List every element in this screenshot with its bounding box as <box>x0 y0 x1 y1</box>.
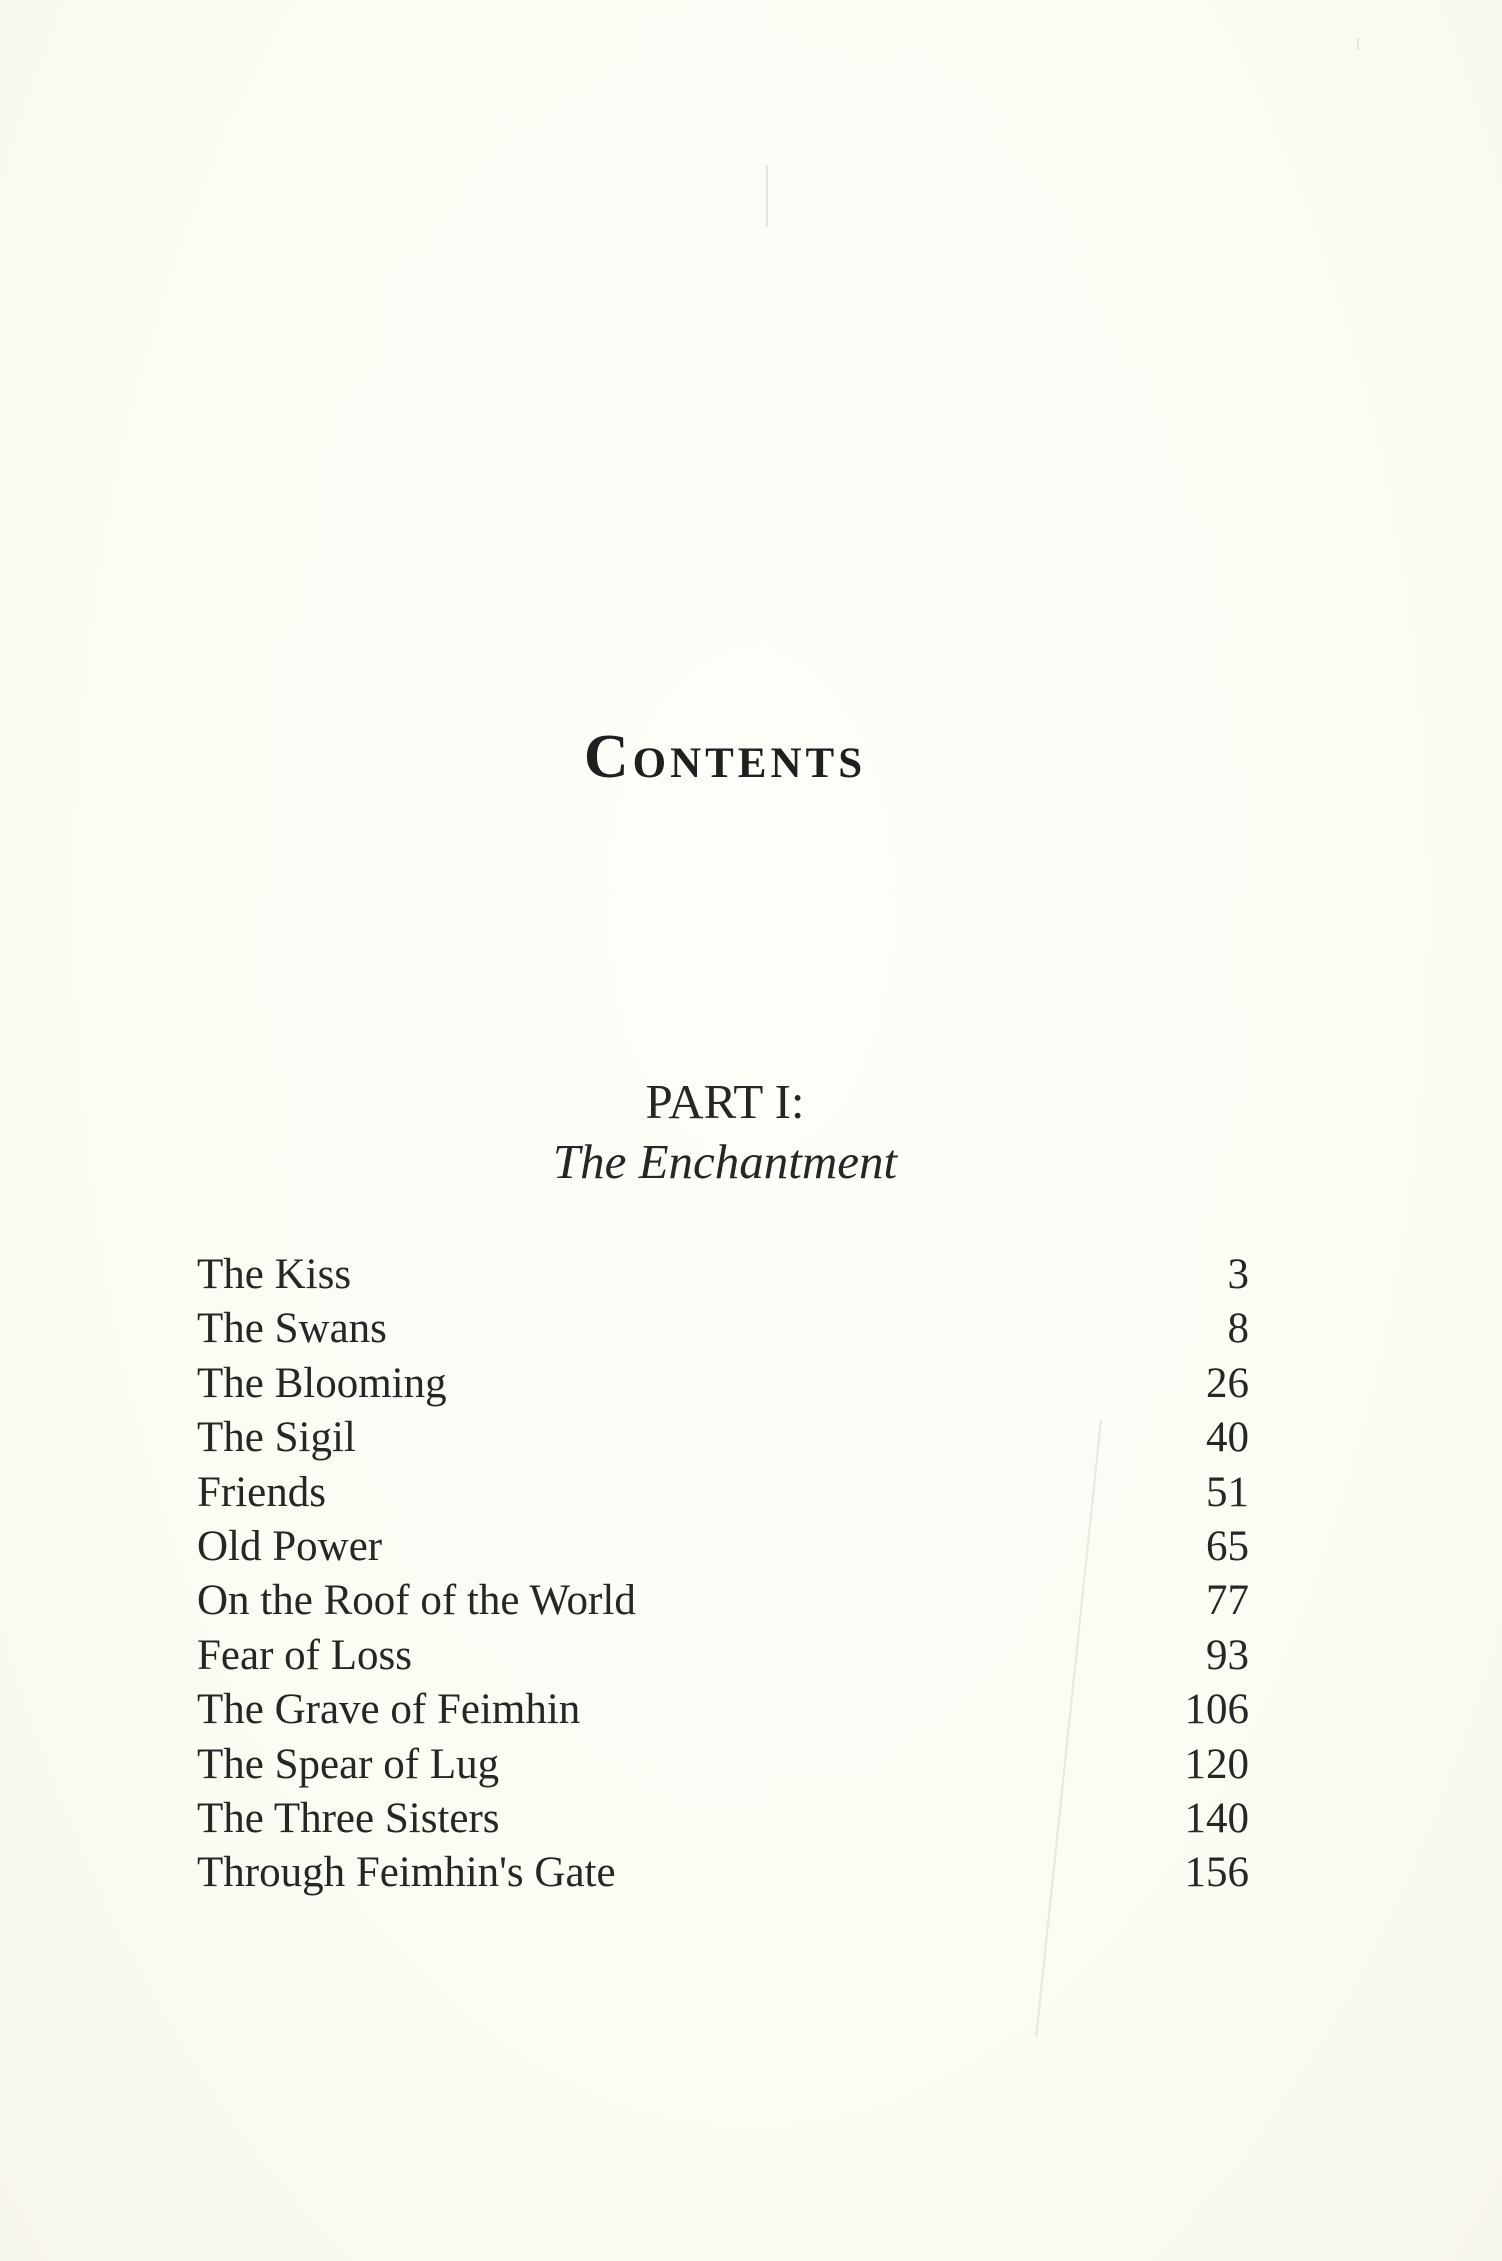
scan-artifact-corner <box>1357 38 1359 50</box>
toc-entry-page: 40 <box>1206 1414 1249 1462</box>
toc-entry-title: The Kiss <box>197 1251 352 1298</box>
toc-entry-page: 65 <box>1206 1522 1249 1570</box>
toc-entry-title: On the Roof of the World <box>197 1577 636 1625</box>
toc-entry <box>197 1683 1249 1737</box>
contents-title: Contents <box>583 723 867 791</box>
toc-entry <box>197 1738 1249 1792</box>
scan-artifact-top <box>766 165 768 227</box>
toc-list <box>197 1248 1249 1901</box>
part-subtitle: The Enchantment <box>552 1134 898 1189</box>
toc-entry <box>197 1792 1249 1846</box>
toc-entry-title: The Sigil <box>197 1414 356 1462</box>
toc-entry <box>197 1520 1249 1574</box>
toc-entry-title: The Swans <box>197 1305 387 1353</box>
toc-entry-page: 8 <box>1227 1305 1249 1353</box>
toc-entry-title: The Spear of Lug <box>197 1740 500 1788</box>
toc-entry <box>197 1466 1249 1520</box>
toc-entry-title: Through Feimhin's Gate <box>197 1849 616 1897</box>
toc-entry-title: Friends <box>197 1468 326 1516</box>
toc-entry <box>197 1248 1249 1302</box>
toc-entry-page: 26 <box>1206 1359 1249 1407</box>
toc-entry-page: 77 <box>1206 1577 1249 1625</box>
toc-entry-page: 156 <box>1184 1849 1249 1897</box>
toc-entry-page: 51 <box>1206 1468 1249 1516</box>
toc-entry-page: 140 <box>1184 1794 1249 1842</box>
toc-entry <box>197 1302 1249 1356</box>
toc-entry-title: The Three Sisters <box>197 1794 500 1842</box>
toc-entry <box>197 1846 1249 1900</box>
toc-entry-page: 106 <box>1184 1686 1249 1734</box>
toc-entry-title: The Grave of Feimhin <box>197 1686 581 1734</box>
part-label: PART I: <box>645 1074 805 1129</box>
toc-entry-title: Old Power <box>197 1522 383 1570</box>
toc-entry <box>197 1574 1249 1628</box>
toc-entry-title: Fear of Loss <box>197 1631 412 1679</box>
toc-entry-title: The Blooming <box>197 1359 447 1407</box>
toc-entry <box>197 1357 1249 1411</box>
toc-entry-page: 120 <box>1184 1740 1249 1788</box>
toc-entry-page: 93 <box>1206 1631 1249 1679</box>
toc-entry-page: 3 <box>1227 1251 1249 1298</box>
toc-entry <box>197 1411 1249 1465</box>
toc-entry <box>197 1629 1249 1683</box>
part-heading <box>0 1072 1450 1192</box>
